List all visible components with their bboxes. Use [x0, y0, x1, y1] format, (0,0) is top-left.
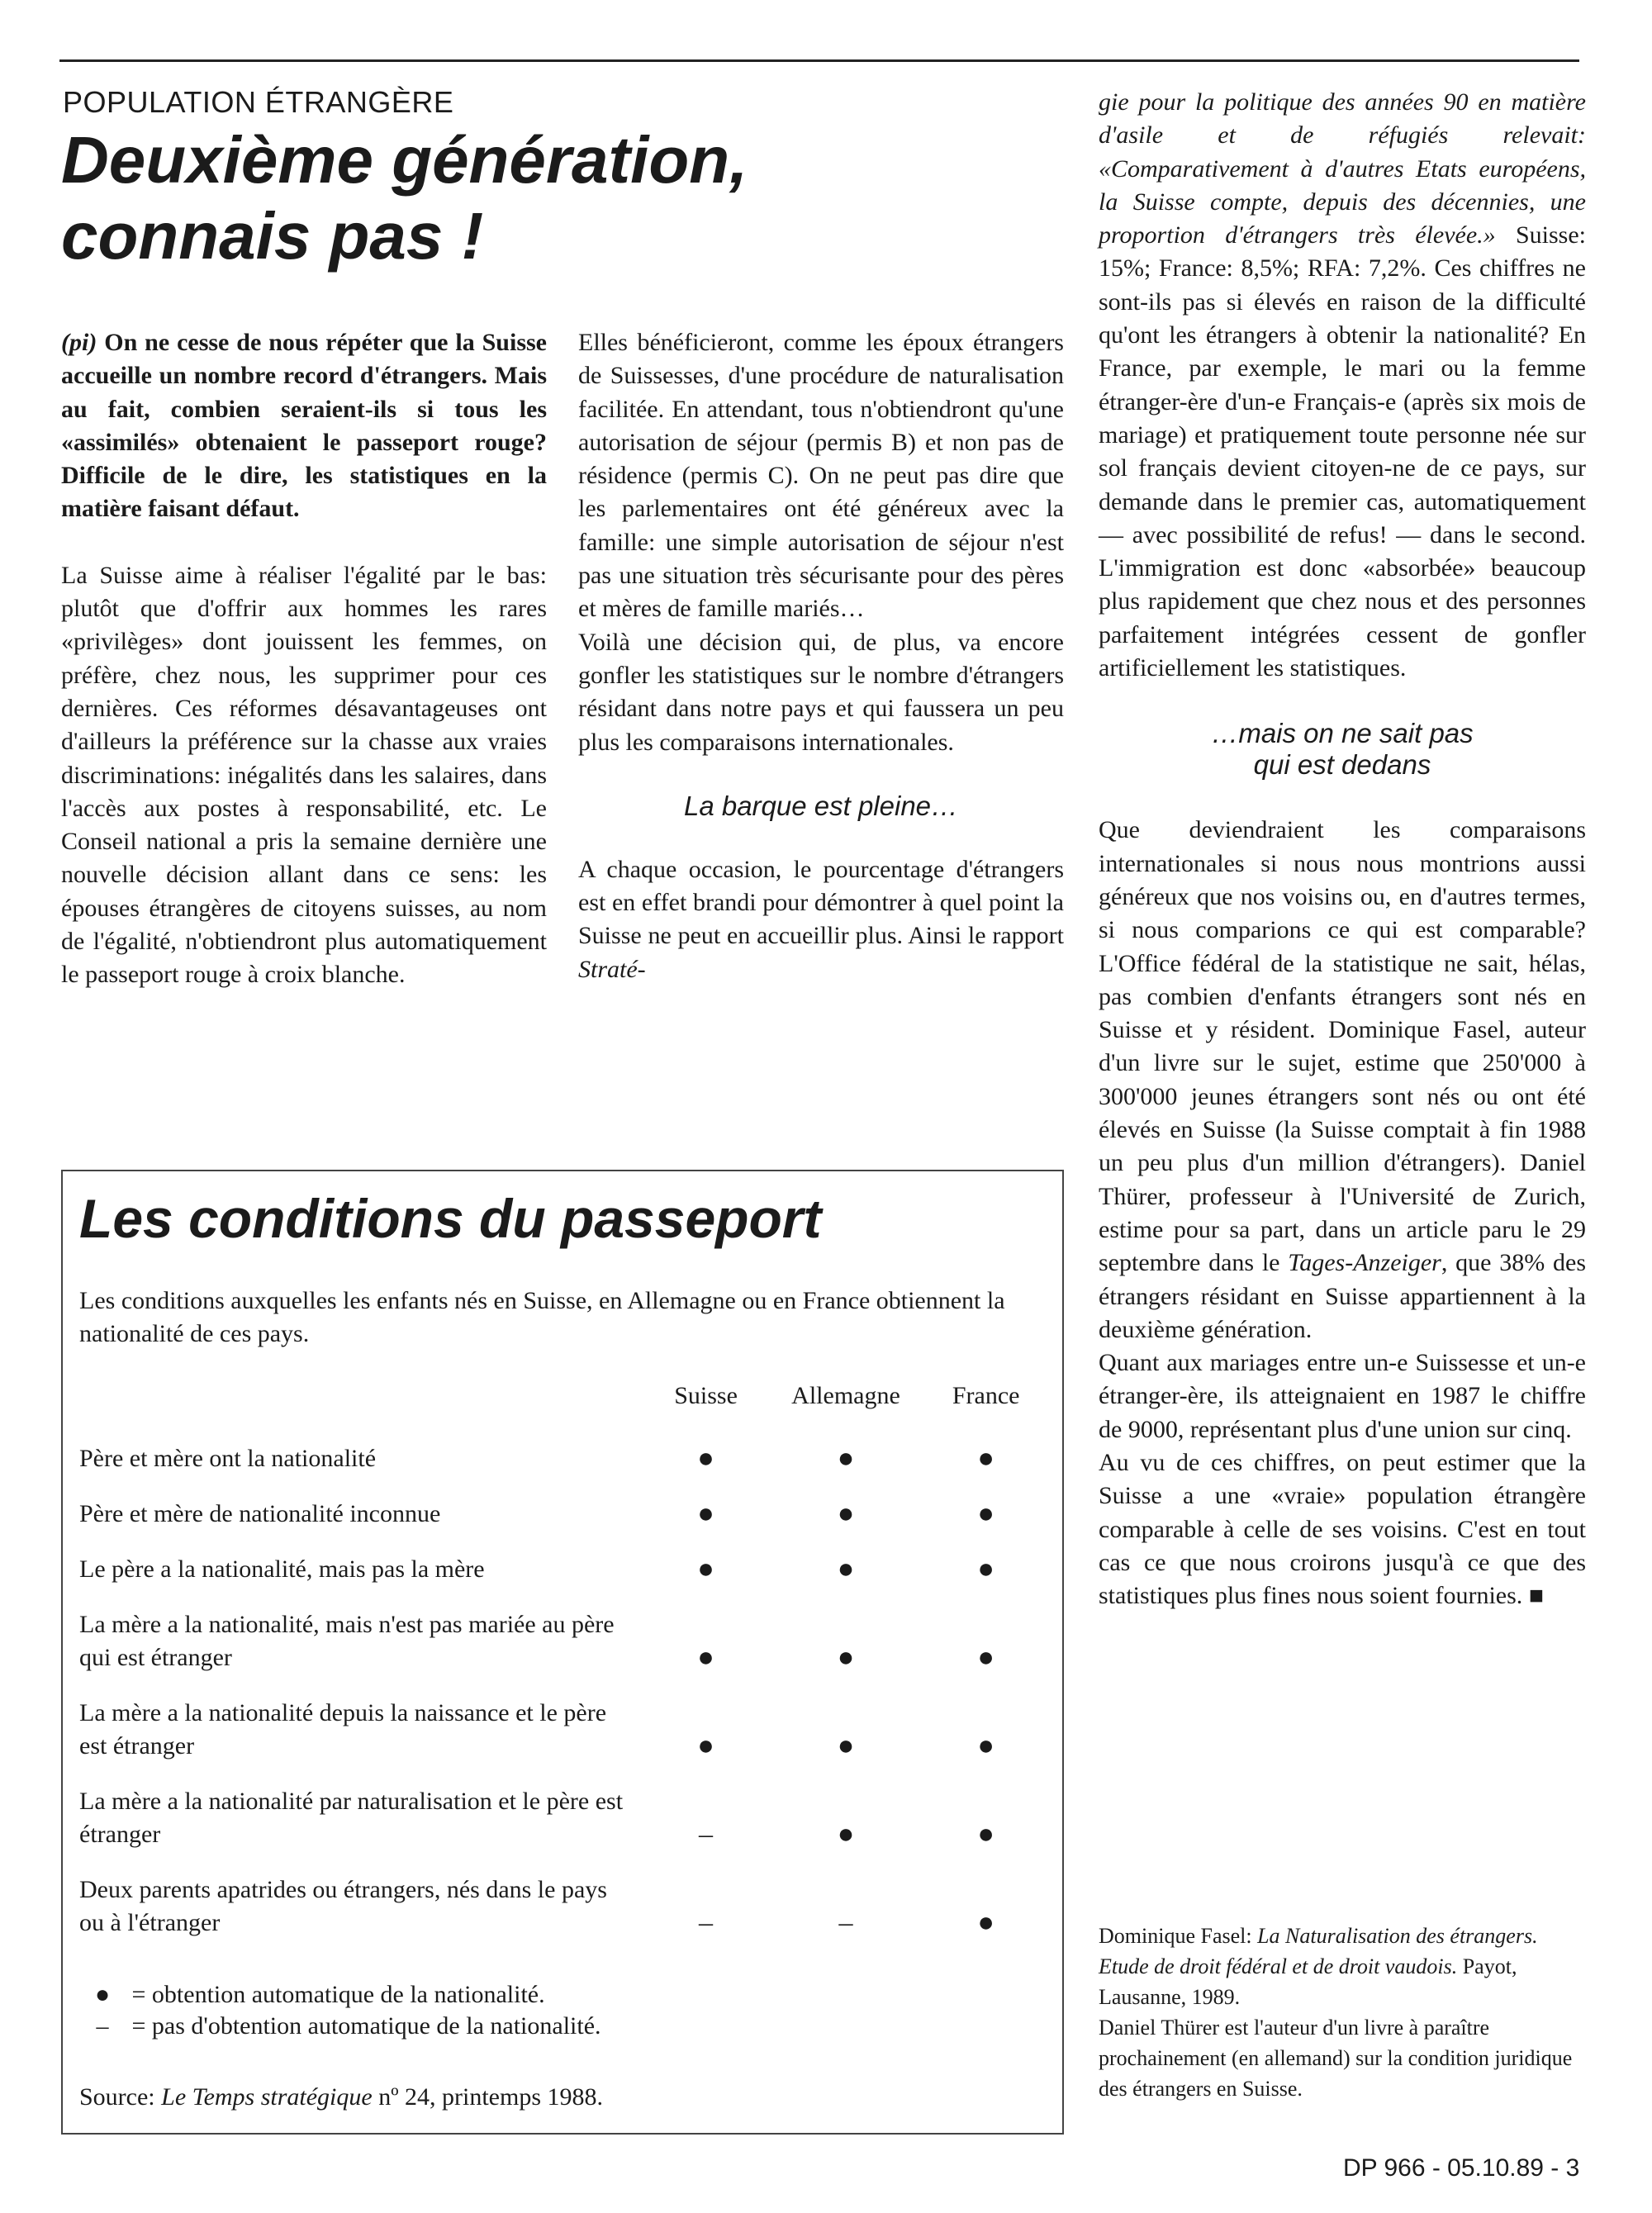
article-column-3	[1099, 86, 1586, 1612]
cell-mark: ●	[837, 1498, 855, 1529]
author-initials: (pi)	[61, 329, 97, 356]
row-label: La mère a la nationalité par naturalisation et le père est étranger	[79, 1788, 624, 1848]
body-text: Que deviendraient les comparaisons internationales si nous nous montrions aussi généreux que nos voisins ou, en d'autres termes, si nous comparions ce qui est comparable? L'Office fédéral de la statistique ne sait, hélas, pas combien d'enfants étrangers sont nés en Suisse et y résident. Dominique Fasel, auteur d'un livre sur le sujet, estime que 250'000 à 300'000 jeunes étrangers sont nés ou ont été élevés en Suisse (la Suisse comptait à fin 1988 un peu plus d'un million d'étrangers). Daniel Thürer, professeur à l'Université de Zurich, estime pour sa part, dans un article paru le 29 septembre dans le	[1099, 816, 1586, 1277]
subhead-line-1: …mais on ne sait pas	[1211, 718, 1474, 749]
reference-book-title: La Naturalisation des étrangers. Etude de droit fédéral et de droit vaudois.	[1099, 1924, 1538, 1978]
cell-mark: ●	[977, 1498, 995, 1529]
table-row	[79, 1442, 1046, 1498]
source-prefix: Source:	[79, 2083, 162, 2111]
article-column-2	[578, 326, 1064, 986]
report-quote: gie pour la politique des années 90 en matière d'asile et de réfugiés relevait: «Comparativement à d'autres Etats européens, la Suisse compte, depuis des décennies, une proportion d'étrangers très élevée.»	[1099, 88, 1586, 249]
dash-icon: –	[96, 2012, 109, 2040]
table-source	[79, 2082, 603, 2113]
cell-mark: ●	[837, 1819, 855, 1850]
reference-note	[1099, 1921, 1586, 2104]
section-subhead	[1099, 718, 1586, 781]
article-headline	[61, 122, 1036, 274]
cell-mark: ●	[837, 1554, 855, 1584]
lead-paragraph	[61, 326, 547, 526]
row-label: La mère a la nationalité depuis la naissance et le père est étranger	[79, 1699, 607, 1759]
table-row	[79, 1873, 1046, 1962]
table-row	[79, 1498, 1046, 1553]
table-row	[79, 1553, 1046, 1608]
cell-mark: –	[699, 1819, 714, 1850]
body-paragraph: Elles bénéficieront, comme les époux étrangers de Suissesses, d'une procédure de naturalisation facilitée. En attendant, tous n'obtiendront qu'une autorisation de séjour (permis B) et non pas de résidence (permis C). On ne peut pas dire que les parlementaires ont été généreux avec la famille: une simple autorisation de séjour n'est pas une situation très sécurisante pour des pères et mères de famille mariés…	[578, 329, 1064, 623]
table-row	[79, 1697, 1046, 1785]
reference-publisher: Payot, Lausanne, 1989.	[1099, 1954, 1517, 2009]
body-text: Au vu de ces chiffres, on peut estimer que la Suisse a une «vraie» population étrangère comparable à celle de ses voisins. C'est en tout cas ce que nous croirons jusqu'à ce que des statistiques plus fines nous soient fournies.	[1099, 1448, 1586, 1610]
body-text: Suisse: 15%; France: 8,5%; RFA: 7,2%. Ces chiffres ne sont-ils pas si élevés en raison de la difficulté qu'ont les étrangers à obtenir la nationalité? En France, par exemple, le mari ou la femme étranger-ère d'un-e Français-e (après six mois de mariage) et pratiquement toute personne née sur sol français devient citoyen-ne de ce pays, sur demande dans le premier cas, automatiquement — avec possibilité de refus! — dans le second. L'immigration est donc «absorbée» beaucoup plus rapidement que chez nous et des personnes parfaitement intégrées cessent de gonfler artificiellement les statistiques.	[1099, 221, 1586, 682]
cell-mark: ●	[697, 1443, 714, 1474]
cell-mark: –	[838, 1907, 853, 1938]
legend-item	[79, 1979, 601, 2011]
column-header-suisse: Suisse	[674, 1382, 738, 1409]
row-label: Père et mère ont la nationalité	[79, 1445, 377, 1472]
cell-mark: ●	[977, 1731, 995, 1761]
table-row	[79, 1785, 1046, 1873]
headline-line-2: connais pas !	[61, 199, 484, 273]
cell-mark: ●	[697, 1642, 714, 1673]
row-label: Père et mère de nationalité inconnue	[79, 1500, 441, 1527]
article-column-1	[61, 326, 547, 992]
italic-title-start: Straté-	[578, 955, 646, 983]
table-legend	[79, 1979, 601, 2042]
reference-author: Dominique Fasel:	[1099, 1924, 1258, 1948]
headline-line-1: Deuxième génération,	[61, 123, 748, 197]
cell-mark: ●	[977, 1554, 995, 1584]
source-title: Le Temps stratégique	[161, 2083, 373, 2111]
cell-mark: ●	[977, 1443, 995, 1474]
reference-2: Daniel Thürer est l'auteur d'un livre à paraître prochainement (en allemand) sur la condition juridique des étrangers en Suisse.	[1099, 2016, 1573, 2101]
subhead-line-2: qui est dedans	[1253, 749, 1431, 781]
body-text: A chaque occasion, le pourcentage d'étrangers est en effet brandi pour démontrer à quel point la Suisse ne peut en accueillir plus. Ainsi le rapport	[578, 855, 1064, 950]
cell-mark: ●	[977, 1819, 995, 1850]
row-label: La mère a la nationalité, mais n'est pas mariée au père qui est étranger	[79, 1611, 615, 1671]
column-header-france: France	[952, 1382, 1020, 1409]
reference-1	[1099, 1921, 1586, 2012]
body-paragraph: Voilà une décision qui, de plus, va encore gonfler les statistiques sur le nombre d'étrangers résidant dans notre pays et qui faussera un peu plus les comparaisons internationales.	[578, 628, 1064, 756]
body-paragraph: La Suisse aime à réaliser l'égalité par le bas: plutôt que d'offrir aux hommes les rares «privilèges» dont jouissent les femmes, on préfère, chez nous, les supprimer pour ces dernières. Ces réformes désavantageuses ont d'ailleurs la préférence sur la chasse aux vraies discriminations: inégalités dans les salaires, dans l'accès aux postes à responsabilité, etc. Le Conseil national a pris la semaine dernière une nouvelle décision allant dans ce sens: les épouses étrangères de citoyens suisses, au nom de l'égalité, n'obtiendront plus automatiquement le passeport rouge à croix blanche.	[61, 561, 547, 989]
header-spacer	[79, 1380, 646, 1442]
body-paragraph	[1099, 814, 1586, 1346]
body-paragraph: Quant aux mariages entre un-e Suissesse et un-e étranger-ère, ils atteignaient en 1987 le chiffre de 9000, représentant plus d'une union sur cinq.	[1099, 1349, 1586, 1443]
body-paragraph	[1099, 1446, 1586, 1612]
cell-mark: ●	[837, 1731, 855, 1761]
legend-text: = obtention automatique de la nationalité.	[131, 1981, 545, 2008]
section-kicker: POPULATION ÉTRANGÈRE	[63, 85, 454, 119]
table-row	[79, 1608, 1046, 1697]
newspaper-title: Tages-Anzeiger	[1288, 1249, 1441, 1277]
row-label: Le père a la nationalité, mais pas la mère	[79, 1555, 485, 1583]
top-rule	[59, 59, 1579, 62]
page-footer: DP 966 - 05.10.89 - 3	[1343, 2154, 1580, 2182]
cell-mark: ●	[977, 1907, 995, 1938]
end-mark-icon: ■	[1528, 1582, 1544, 1610]
box-title: Les conditions du passeport	[79, 1188, 822, 1249]
cell-mark: ●	[697, 1554, 714, 1584]
legend-text: = pas d'obtention automatique de la nationalité.	[131, 2012, 601, 2040]
cell-mark: ●	[837, 1443, 855, 1474]
conditions-table	[79, 1380, 1046, 1962]
cell-mark: –	[699, 1907, 714, 1938]
body-paragraph	[1099, 86, 1586, 685]
body-paragraph	[578, 853, 1064, 986]
row-label: Deux parents apatrides ou étrangers, nés dans le pays ou à l'étranger	[79, 1876, 607, 1936]
bullet-icon: ●	[94, 1981, 111, 2008]
box-intro: Les conditions auxquelles les enfants nés en Suisse, en Allemagne ou en France obtiennent la nationalité de ces pays.	[79, 1287, 1005, 1347]
column-header-allemagne: Allemagne	[791, 1382, 900, 1409]
lead-text: On ne cesse de nous répéter que la Suisse accueille un nombre record d'étrangers. Mais au fait, combien seraient-ils si tous les «assimilés» obtenaient le passeport rouge? Difficile de le dire, les statistiques en la matière faisant défaut.	[61, 329, 547, 523]
cell-mark: ●	[697, 1498, 714, 1529]
table-header-row	[79, 1380, 1046, 1442]
cell-mark: ●	[697, 1731, 714, 1761]
cell-mark: ●	[977, 1642, 995, 1673]
source-rest: nº 24, printemps 1988.	[372, 2083, 604, 2111]
legend-item	[79, 2011, 601, 2042]
body-text: , que 38% des étrangers résidant en Suisse appartiennent à la deuxième génération.	[1099, 1249, 1586, 1343]
cell-mark: ●	[837, 1642, 855, 1673]
section-subhead: La barque est pleine…	[683, 790, 959, 821]
